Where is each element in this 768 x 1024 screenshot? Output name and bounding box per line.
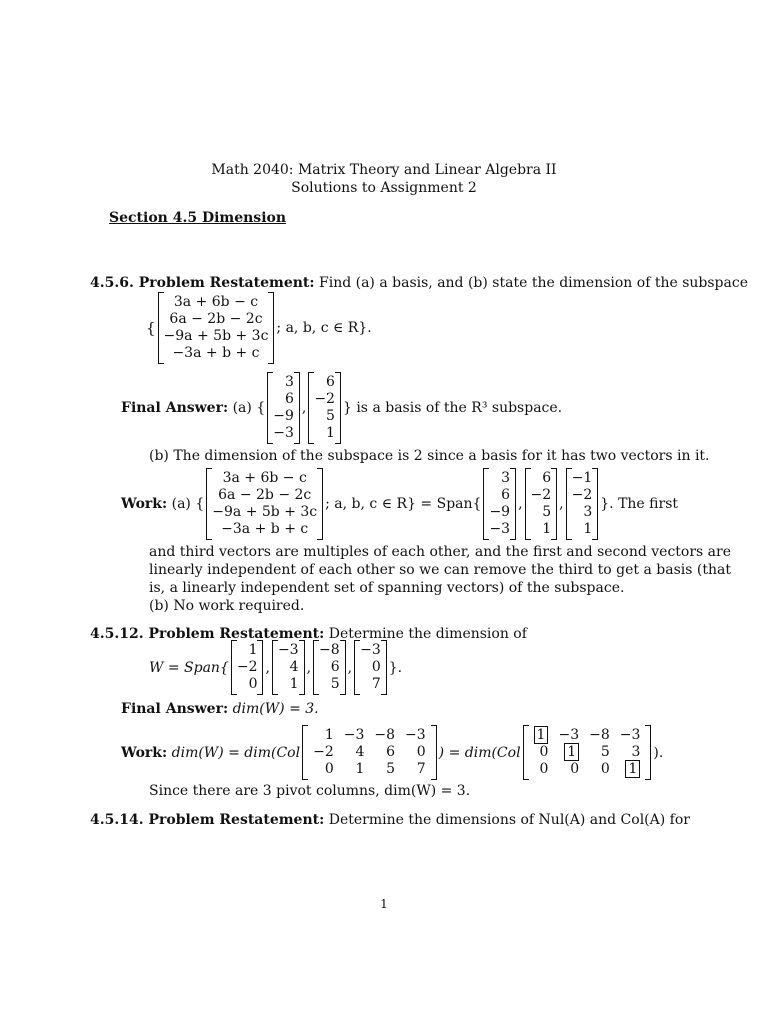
final-answer-label: Final Answer: [121, 400, 229, 416]
work-4512 [121, 725, 663, 780]
work-label: Work: [121, 744, 168, 761]
coefficient-matrix-entry: 1 [324, 727, 334, 743]
basis-vector-2 [308, 372, 341, 444]
span-vector-3-entry: 3 [583, 504, 593, 520]
w-suffix: }. [388, 659, 403, 676]
problem-456-statement [90, 275, 748, 291]
problem-4514-statement [90, 812, 690, 828]
work-explanation: and third vectors are multiples of each other, and the first and second vectors are linearly independent of each other so we can remove the third to get a basis (that is, a linearly independent set of spanning vectors) of the subspace. [149, 544, 731, 596]
general-vector-matrix [158, 292, 275, 364]
echelon-matrix-entry: −8 [589, 727, 610, 743]
basis-vector-1 [267, 372, 300, 444]
work-suffix: ). [653, 744, 664, 761]
basis-vector-1-entry: 3 [284, 374, 294, 390]
pivot-entry: 1 [564, 743, 579, 761]
work-tail: }. The first [600, 496, 679, 512]
span-vector-3-entry: −2 [571, 487, 593, 503]
basis-vector-1-entry: 6 [284, 391, 294, 407]
work-a-prefix: (a) { [171, 496, 205, 512]
page-number: 1 [380, 897, 388, 911]
work-paragraph [149, 543, 731, 615]
section-heading: Section 4.5 Dimension [109, 210, 287, 226]
coefficient-matrix-entry: 7 [416, 761, 426, 777]
basis-vector-2-entry: 5 [326, 408, 335, 424]
final-answer-value: dim(W) = 3. [232, 701, 319, 717]
span-vector-1 [483, 468, 516, 540]
w-vector-2 [272, 640, 305, 695]
echelon-matrix-entry: 0 [539, 761, 549, 777]
coefficient-matrix [302, 725, 437, 780]
work-general-vector-entry: 6a − 2b − 2c [218, 487, 312, 503]
final-a-prefix: (a) { [232, 400, 266, 416]
coefficient-matrix-entry: 1 [355, 761, 365, 777]
coefficient-matrix-entry: −3 [405, 727, 426, 743]
echelon-matrix-entry: 0 [600, 761, 610, 777]
coefficient-matrix-entry: −3 [343, 727, 365, 743]
pivot-entry: 1 [625, 760, 640, 778]
final-answer-4512 [121, 701, 319, 717]
pivot-entry: 1 [534, 726, 549, 744]
w-vector-3 [313, 640, 346, 695]
work-label: Work: [121, 496, 168, 512]
general-vector-entry: −3a + b + c [172, 345, 260, 361]
echelon-matrix-entry: −3 [619, 727, 641, 743]
coefficient-matrix-entry: −8 [374, 727, 396, 743]
basis-vector-2-entry: 1 [326, 425, 335, 441]
w-vector-3-entry: 6 [330, 659, 340, 675]
w-span-definition: W = Span{ 1 −2 0 , −3 4 1 , −8 6 5 , −3 0 7 }. [149, 640, 402, 695]
span-vector-2-entry: 5 [542, 504, 552, 520]
work-general-vector-entry: 3a + 6b − c [222, 470, 307, 486]
span-vector-3-entry: 1 [583, 521, 593, 537]
w-vector-2-entry: 1 [289, 676, 299, 692]
echelon-matrix-entry: 5 [600, 744, 610, 760]
span-vector-2 [525, 468, 558, 540]
problem-4514-text: Determine the dimensions of Nul(A) and Col(A) for [328, 812, 690, 828]
work-general-vector-entry: −9a + 5b + 3c [212, 504, 318, 520]
span-vector-1-entry: −3 [489, 521, 511, 537]
span-vector-2-entry: 6 [542, 470, 552, 486]
echelon-matrix-entry: −3 [558, 727, 580, 743]
echelon-matrix-entry: 3 [631, 744, 641, 760]
document-subtitle: Solutions to Assignment 2 [291, 180, 477, 196]
w-prefix: W = Span{ [149, 659, 229, 676]
w-vector-4 [354, 640, 387, 695]
coefficient-matrix-entry: 6 [386, 744, 396, 760]
w-vector-1-entry: 0 [248, 676, 258, 692]
work-condition: ; a, b, c ∈ R} = Span{ [325, 496, 482, 512]
work-general-vector-entry: −3a + b + c [221, 521, 309, 537]
document-title: Math 2040: Matrix Theory and Linear Algebra II [211, 162, 557, 178]
basis-vector-2-entry: 6 [326, 374, 335, 390]
span-vector-1-entry: 3 [501, 470, 511, 486]
work-mid: ) = dim(Col [438, 744, 521, 761]
basis-vector-1-entry: −9 [273, 408, 294, 424]
work-general-vector [206, 468, 323, 540]
problem-4512-text: Determine the dimension of [328, 626, 527, 642]
w-vector-2-entry: 4 [289, 659, 299, 675]
echelon-matrix-entry: 0 [570, 761, 580, 777]
coefficient-matrix-entry: 5 [386, 761, 396, 777]
w-vector-4-entry: −3 [360, 642, 381, 658]
work-456: Work: (a) { 3a + 6b − c 6a − 2b − 2c −9a + 5b + 3c −3a + b + c ; a, b, c ∈ R} = Span{ 3 6 −9 −3 , 6 −2 5 1 , −1 −2 3 1 }. The first [121, 468, 678, 540]
problem-456-condition: ; a, b, c ∈ R}. [276, 320, 372, 336]
span-vector-2-entry: 1 [542, 521, 552, 537]
basis-vector-2-entry: −2 [314, 391, 335, 407]
problem-4514-label: 4.5.14. Problem Restatement: [90, 812, 325, 828]
w-vector-3-entry: 5 [330, 676, 340, 692]
problem-4512-label: 4.5.12. Problem Restatement: [90, 626, 325, 642]
basis-vector-1-entry: −3 [273, 425, 294, 441]
span-vector-2-entry: −2 [530, 487, 552, 503]
problem-456-label: 4.5.6. Problem Restatement: [90, 275, 315, 291]
w-vector-1-entry: 1 [248, 642, 258, 658]
general-vector-entry: −9a + 5b + 3c [163, 328, 269, 344]
coefficient-matrix-entry: 0 [324, 761, 334, 777]
span-vector-3 [566, 468, 599, 540]
general-vector-entry: 6a − 2b − 2c [169, 311, 263, 327]
w-vector-1-entry: −2 [236, 659, 258, 675]
final-a-tail: } is a basis of the R³ subspace. [342, 400, 563, 416]
final-answer-label: Final Answer: [121, 701, 229, 717]
work-b: (b) No work required. [149, 598, 305, 614]
coefficient-matrix-entry: 0 [416, 744, 426, 760]
coefficient-matrix-entry: −2 [313, 744, 334, 760]
echelon-matrix [523, 725, 652, 780]
coefficient-matrix-entry: 4 [355, 744, 365, 760]
final-b-456: (b) The dimension of the subspace is 2 since a basis for it has two vectors in it. [149, 448, 710, 464]
final-answer-456: Final Answer: (a) { 3 6 −9 −3 , 6 −2 5 1 } is a basis of the R³ subspace. [121, 372, 562, 444]
work-prefix: dim(W) = dim(Col [171, 744, 301, 761]
echelon-matrix-entry: 0 [539, 744, 549, 760]
span-vector-1-entry: −9 [489, 504, 511, 520]
span-vector-3-entry: −1 [571, 470, 593, 486]
conclusion-4512: Since there are 3 pivot columns, dim(W) = 3. [149, 783, 471, 799]
w-vector-3-entry: −8 [319, 642, 340, 658]
problem-456-set: { 3a + 6b − c 6a − 2b − 2c −9a + 5b + 3c −3a + b + c ; a, b, c ∈ R}. [146, 292, 372, 364]
w-vector-4-entry: 7 [371, 676, 381, 692]
problem-456-text: Find (a) a basis, and (b) state the dimension of the subspace [319, 275, 748, 291]
w-vector-4-entry: 0 [371, 659, 381, 675]
span-vector-1-entry: 6 [501, 487, 511, 503]
w-vector-1 [231, 640, 264, 695]
general-vector-entry: 3a + 6b − c [173, 294, 259, 310]
w-vector-2-entry: −3 [277, 642, 299, 658]
